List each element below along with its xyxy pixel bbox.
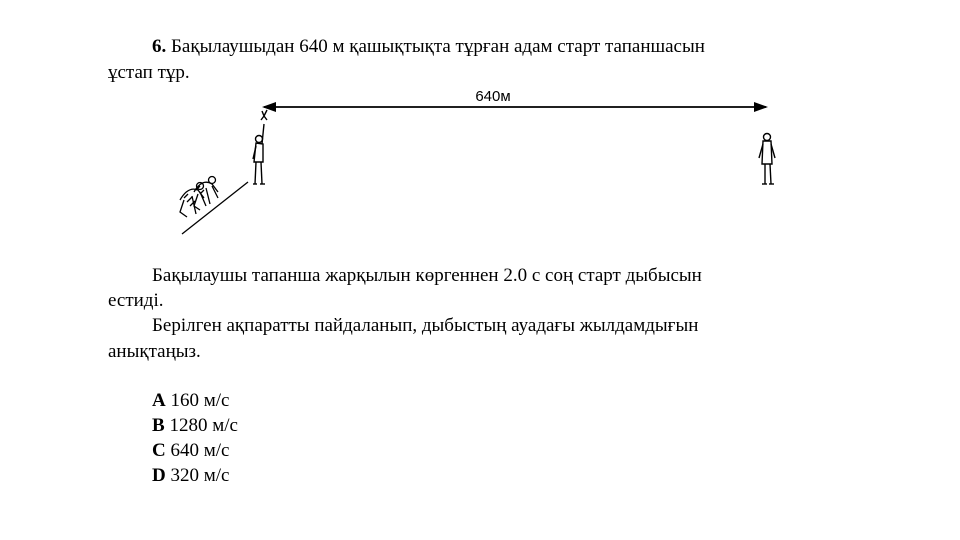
option-text: 1280 м/с (169, 415, 238, 436)
option-text: 320 м/с (170, 465, 230, 486)
option-text: 640 м/с (170, 440, 230, 461)
paragraph-1-line-2: естиді. (108, 290, 164, 311)
answer-option-c[interactable] (152, 440, 229, 462)
option-letter: B (152, 415, 165, 436)
answer-option-d[interactable] (152, 465, 229, 487)
paragraph-2-line-2: анықтаңыз. (108, 341, 201, 362)
observer-figure (759, 134, 775, 185)
question-line-1 (152, 36, 705, 58)
option-letter: D (152, 465, 166, 486)
question-line-2: ұстап тұр. (108, 62, 190, 83)
question-text-1: Бақылаушыдан 640 м қашықтықта тұрған адам старт тапаншасын (171, 36, 705, 57)
option-text: 160 м/с (170, 390, 230, 411)
answer-option-a[interactable] (152, 390, 229, 412)
distance-label: 640м (475, 88, 511, 105)
distance-arrow (262, 102, 768, 112)
paragraph-2-line-1: Берілген ақпаратты пайдаланып, дыбыстың ауадағы жылдамдығын (152, 315, 699, 336)
runners-figure (180, 177, 248, 235)
answer-option-b[interactable] (152, 415, 238, 437)
option-letter: C (152, 440, 166, 461)
option-letter: A (152, 390, 166, 411)
distance-diagram (160, 80, 800, 250)
paragraph-1-line-1: Бақылаушы тапанша жарқылын көргеннен 2.0 с соң старт дыбысын (152, 265, 702, 286)
starter-figure (253, 110, 267, 184)
question-number: 6. (152, 36, 167, 57)
